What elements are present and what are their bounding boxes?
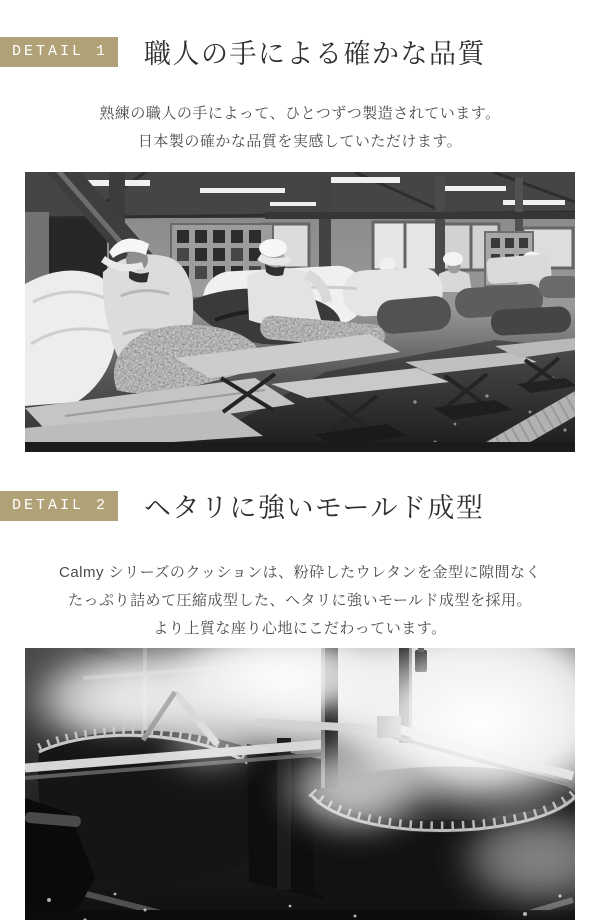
body-line: 日本製の確かな品質を実感していただけます。 <box>137 133 463 150</box>
detail-1-badge: DETAIL 1 <box>0 37 118 67</box>
detail-1-heading: 職人の手による確かな品質 <box>144 39 486 69</box>
detail-2-body <box>0 559 600 643</box>
body-line: Calmy シリーズのクッションは、粉砕したウレタンを金型に隙間なく <box>58 564 542 581</box>
urethane-mold-photo <box>25 648 575 920</box>
body-line: 熟練の職人の手によって、ひとつずつ製造されています。 <box>99 105 501 122</box>
detail-2-heading: ヘタリに強いモールド成型 <box>144 493 485 523</box>
detail-1-body <box>0 100 600 156</box>
detail-2-badge: DETAIL 2 <box>0 491 118 521</box>
detail-section-1 <box>0 32 600 452</box>
body-line: たっぷり詰めて圧縮成型した、ヘタリに強いモールド成型を採用。 <box>67 592 533 609</box>
mold-photo-illustration <box>25 648 575 920</box>
factory-craftsmen-photo <box>25 172 575 452</box>
body-line: より上質な座り心地にこだわっています。 <box>153 620 447 637</box>
section-2-header <box>0 486 600 525</box>
factory-photo-illustration <box>25 172 575 452</box>
section-1-header <box>0 32 600 71</box>
detail-section-2 <box>0 486 600 920</box>
